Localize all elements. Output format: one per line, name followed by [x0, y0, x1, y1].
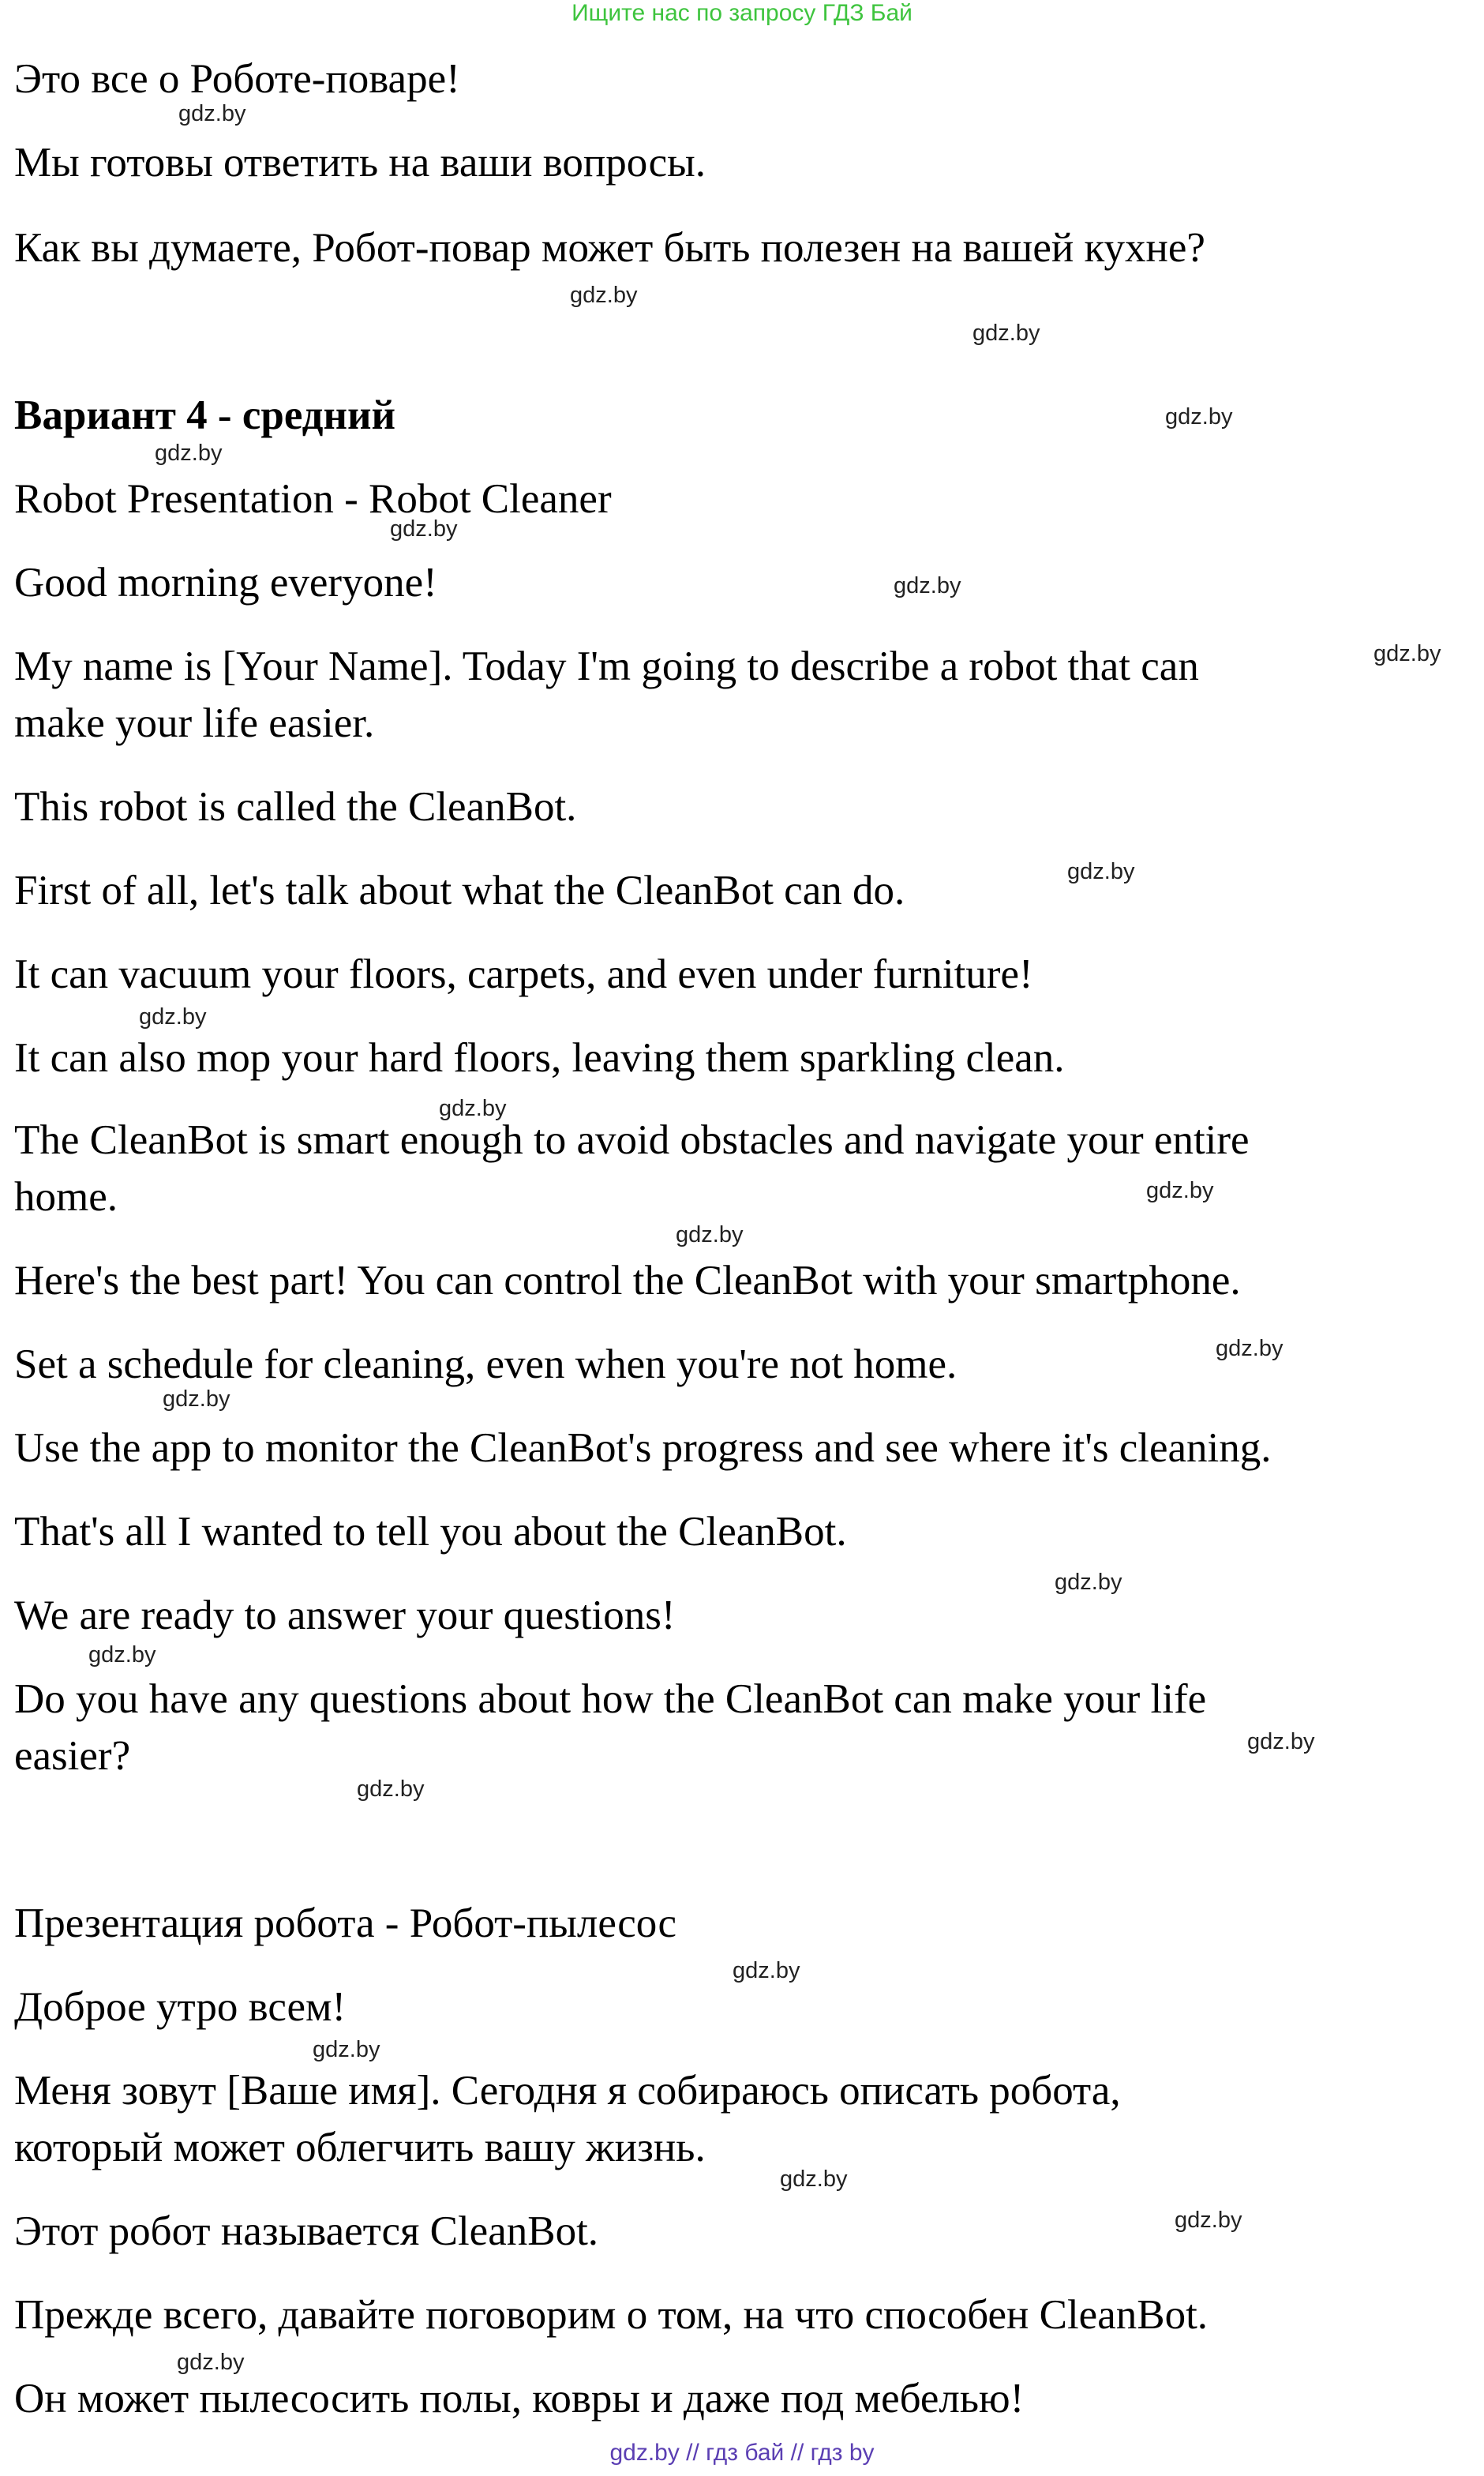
english-greeting: Good morning everyone! — [14, 560, 437, 606]
english-p5: It can also mop your hard floors, leaving them sparkling clean. — [14, 1035, 1065, 1081]
english-p3: First of all, let's talk about what the CleanBot can do. — [14, 868, 905, 913]
watermark: gdz.by — [357, 1776, 425, 1802]
english-p1-line-2: make your life easier. — [14, 700, 375, 746]
watermark: gdz.by — [88, 1642, 156, 1668]
watermark: gdz.by — [139, 1004, 207, 1030]
english-p10: That's all I wanted to tell you about the CleanBot. — [14, 1509, 847, 1555]
russian-p1-line-2: который может облегчить вашу жизнь. — [14, 2125, 706, 2170]
watermark: gdz.by — [1067, 859, 1135, 884]
english-p12-line-2: easier? — [14, 1733, 131, 1779]
russian-p2: Этот робот называется CleanBot. — [14, 2208, 599, 2254]
watermark: gdz.by — [1165, 404, 1233, 430]
english-p6-line-1: The CleanBot is smart enough to avoid obstacles and navigate your entire — [14, 1117, 1250, 1163]
watermark: gdz.by — [894, 573, 961, 598]
variant-heading: Вариант 4 - средний — [14, 392, 396, 438]
english-p9: Use the app to monitor the CleanBot's progress and see where it's cleaning. — [14, 1425, 1272, 1471]
watermark: gdz.by — [1146, 1178, 1214, 1203]
watermark: gdz.by — [313, 2037, 380, 2062]
watermark: gdz.by — [733, 1958, 800, 1983]
intro-line-2: Мы готовы ответить на ваши вопросы. — [14, 140, 706, 186]
intro-line-3: Как вы думаете, Робот-повар может быть полезен на вашей кухне? — [14, 225, 1205, 271]
english-p7: Here's the best part! You can control the CleanBot with your smartphone. — [14, 1258, 1241, 1304]
watermark: gdz.by — [570, 283, 638, 308]
russian-p3: Прежде всего, давайте поговорим о том, на что способен CleanBot. — [14, 2292, 1209, 2338]
watermark: gdz.by — [1247, 1729, 1315, 1754]
english-title: Robot Presentation - Robot Cleaner — [14, 476, 612, 522]
intro-line-1: Это все о Роботе-поваре! — [14, 56, 460, 102]
english-p1-line-1: My name is [Your Name]. Today I'm going to describe a robot that can — [14, 643, 1199, 689]
watermark: gdz.by — [1175, 2208, 1242, 2233]
russian-greeting: Доброе утро всем! — [14, 1984, 347, 2030]
english-p11: We are ready to answer your questions! — [14, 1593, 676, 1638]
watermark: gdz.by — [163, 1386, 230, 1412]
english-p2: This robot is called the CleanBot. — [14, 784, 577, 830]
watermark: gdz.by — [676, 1222, 744, 1247]
watermark: gdz.by — [390, 516, 458, 542]
watermark: gdz.by — [439, 1096, 507, 1121]
watermark: gdz.by — [177, 2350, 245, 2375]
watermark: gdz.by — [1373, 641, 1441, 666]
russian-p1-line-1: Меня зовут [Ваше имя]. Сегодня я собираюсь описать робота, — [14, 2068, 1121, 2114]
watermark: gdz.by — [178, 101, 246, 126]
english-p8: Set a schedule for cleaning, even when you're not home. — [14, 1341, 957, 1387]
watermark: gdz.by — [972, 321, 1040, 346]
watermark: gdz.by — [1055, 1570, 1122, 1595]
english-p6-line-2: home. — [14, 1174, 118, 1220]
english-p4: It can vacuum your floors, carpets, and even under furniture! — [14, 951, 1033, 997]
english-p12-line-1: Do you have any questions about how the CleanBot can make your life — [14, 1676, 1207, 1722]
footer-links[interactable]: gdz.by // гдз бай // гдз by — [609, 2440, 875, 2466]
watermark: gdz.by — [780, 2166, 848, 2192]
russian-p4: Он может пылесосить полы, ковры и даже под мебелью! — [14, 2376, 1025, 2422]
watermark: gdz.by — [155, 441, 223, 466]
watermark: gdz.by — [1216, 1336, 1284, 1361]
search-banner[interactable]: Ищите нас по запросу ГДЗ Бай — [571, 0, 913, 26]
russian-title: Презентация робота - Робот-пылесос — [14, 1900, 677, 1946]
